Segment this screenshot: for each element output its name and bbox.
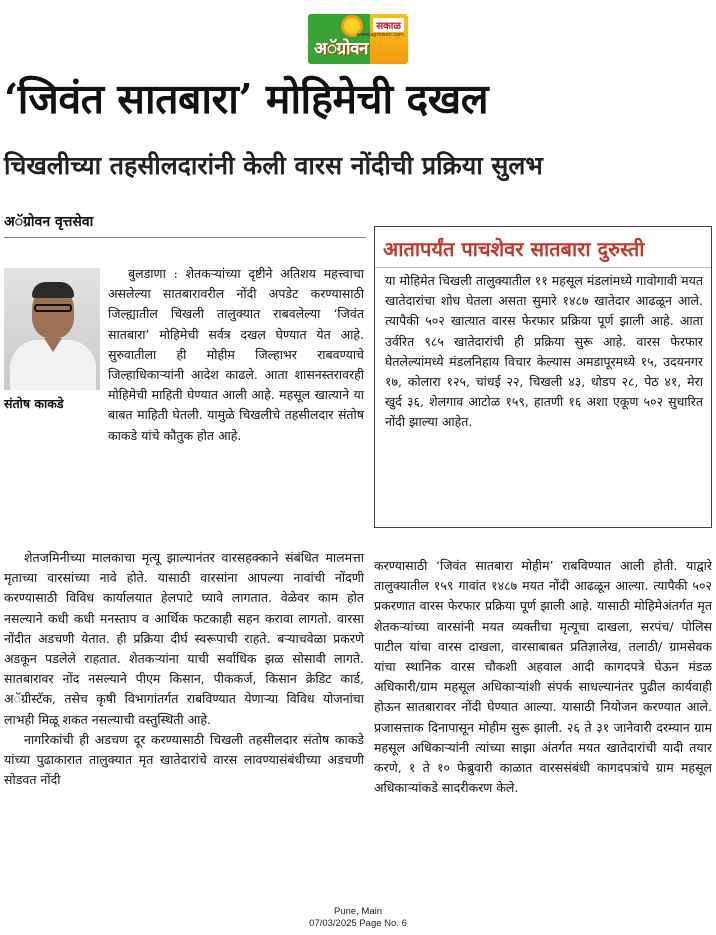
logo-website: www.agrowon.com bbox=[356, 32, 404, 38]
footer-date-page: 07/03/2025 Page No. 6 bbox=[309, 918, 407, 929]
article-column-right bbox=[374, 556, 712, 798]
subheadline: चिखलीच्या तहसीलदारांनी केली वारस नोंदीची प्रक्रिया सुलभ bbox=[4, 151, 543, 180]
article-column-left bbox=[4, 548, 364, 790]
article-paragraph-3: नागरिकांची ही अडचण दूर करण्यासाठी चिखली तहसीलदार संतोष काकडे यांच्या पुढाकारात तालुक्यात मृत खातेदारांचे वारस लावण्यासंबंधीच्या अडचणी सोडवत नोंदी bbox=[4, 731, 364, 788]
sidebar-box bbox=[374, 226, 712, 528]
article-paragraph-4: करण्यासाठी ‘जिवंत सातबारा मोहीम’ राबविण्यात आली होती. याद्वारे तालुक्यातील १५९ गावांत १४८७ मयत नोंदी आढळून आल्या. त्यापैकी ५०२ प्रकरणात वारस फेरफार प्रक्रिया पूर्ण झाली आहे. यासाठी मोहिमेअंतर्गत मृत शेतकऱ्यांच्या वारसांनी मयत व्यक्तीचा मृत्यूचा दाखला, सरपंच/ पोलिस पाटील यांचा वारस दाखला, वारसाबाबत प्रतिज्ञालेख, तलाठी/ ग्रामसेवक यांचा स्थानिक वारस चौकशी अहवाल आदी कागदपत्रे घेऊन मंडळ अधिकारी/ग्राम महसूल अधिकाऱ्यांशी संपर्क साधल्यानंतर पुढील कार्यवाही होऊन सातबारावर नोंदी घेण्यात आल्या. यासाठी नियोजन करण्यात आले. प्रजासत्ताक दिनापासून मोहीम सुरू झाली. २६ ते ३१ जानेवारी दरम्यान ग्राम महसूल अधिकाऱ्यांनी त्यांच्या साझा अंतर्गत मयत खातेदारांची यादी तयार करणे, १ ते १० फेब्रुवारी काळात वारससंबंधी कागदपत्रांचे ग्राम महसूल अधिकाऱ्यांकडे सादरीकरण केले. bbox=[374, 558, 712, 796]
sidebar-box-body: या मोहिमेत चिखली तालुक्यातील ११ महसूल मंडलांमध्ये गावोगावी मयत खातेदारांचा शोध घेतला असता सुमारे १४८७ खातेदार आढळून आले. त्यापैकी ५०२ खात्यात वारस फेरफार प्रक्रिया पूर्ण झाली आहे. आता उर्वरित ९८५ खातेदारांची ही प्रक्रिया सुरू आहे. वारस फेरफार घेतलेल्यांमध्ये मंडलनिहाय विचार केल्यास अमडापूरमध्ये १५, उदयनगर १७, कोलारा १२५, चांधई २२, चिखली ४३, धोडप २८, पेठ ४१, मेरा खुर्द ३६, शेलगाव आटोळ १५९, हातणी १६ अशा एकूण ५०२ सुधारित नोंदी झाल्या आहेत. bbox=[385, 273, 703, 430]
byline: अॅग्रोवन वृत्तसेवा bbox=[4, 214, 94, 230]
byline-divider bbox=[4, 237, 366, 238]
glasses-icon bbox=[34, 304, 72, 312]
footer-edition: Pune, Main bbox=[333, 906, 383, 917]
masthead-logo bbox=[308, 14, 408, 64]
logo-brand-text: अॅग्रोवन bbox=[314, 39, 368, 59]
headline: ‘जिवंत सातबारा’ मोहिमेची दखल bbox=[4, 75, 489, 123]
logo-sakal-text: सकाळ bbox=[373, 18, 404, 32]
article-column-top bbox=[108, 264, 364, 446]
article-paragraph-1: बुलडाणा : शेतकऱ्यांच्या दृष्टीने अतिशय महत्त्वाचा असलेल्या सातबारावरील नोंदी अपडेट करण्यासाठी जिल्ह्यातील चिखली तालुक्यात राबवलेल्या ‘जिवंत सातबारा’ मोहिमेची सर्वत्र दखल घेण्यात येत आहे. सुरुवातीला ही मोहीम जिल्हाभर राबवण्याचे जिल्हाधिकाऱ्यांनी आदेश काढले. आता शासनस्तरावरही मोहिमेची माहिती घेण्यात आली आहे. महसूल खात्याने या बाबत माहिती घेतली. यामुळे चिखलीचे तहसीलदार संतोष काकडे यांचे कौतुक होत आहे. bbox=[108, 266, 364, 443]
sidebar-box-title: आतापर्यंत पाचशेवर सातबारा दुरुस्ती bbox=[383, 237, 645, 261]
sidebar-box-divider bbox=[375, 267, 711, 268]
portrait-photo bbox=[4, 268, 100, 390]
article-paragraph-2: शेतजमिनीच्या मालकाचा मृत्यू झाल्यानंतर वारसहक्काने संबंधित मालमत्ता मृताच्या वारसांच्या नावे होते. यासाठी वारसांना आपल्या नावांची नोंदणी करण्यासाठी विविध कार्यालयात हेलपाटे घ्यावे लागतात. वेळेवर काम होत नसल्याने कधी कधी मनस्ताप व आर्थिक फटकाही सहन करावा लागतो. वारसा नोंदीत अडचणी येतात. ही प्रक्रिया दीर्घ स्वरूपाची राहते. बऱ्याचवेळा प्रकरणे अडकून पडलेले राहतात. शेतकऱ्यांना याची सर्वाधिक झळ सोसावी लागते. सातबारावर नोंद नसल्याने पीएम किसान, पीककर्ज, किसान क्रेडिट कार्ड, अॅग्रीस्टॅक, तसेच कृषी विभागांतर्गत राबविण्यात येणाऱ्या विविध योजनांचा लाभही मिळू शकत नसल्याची वस्तुस्थिती आहे. bbox=[4, 550, 364, 727]
photo-caption: संतोष काकडे bbox=[4, 396, 64, 411]
page-footer bbox=[0, 906, 716, 930]
